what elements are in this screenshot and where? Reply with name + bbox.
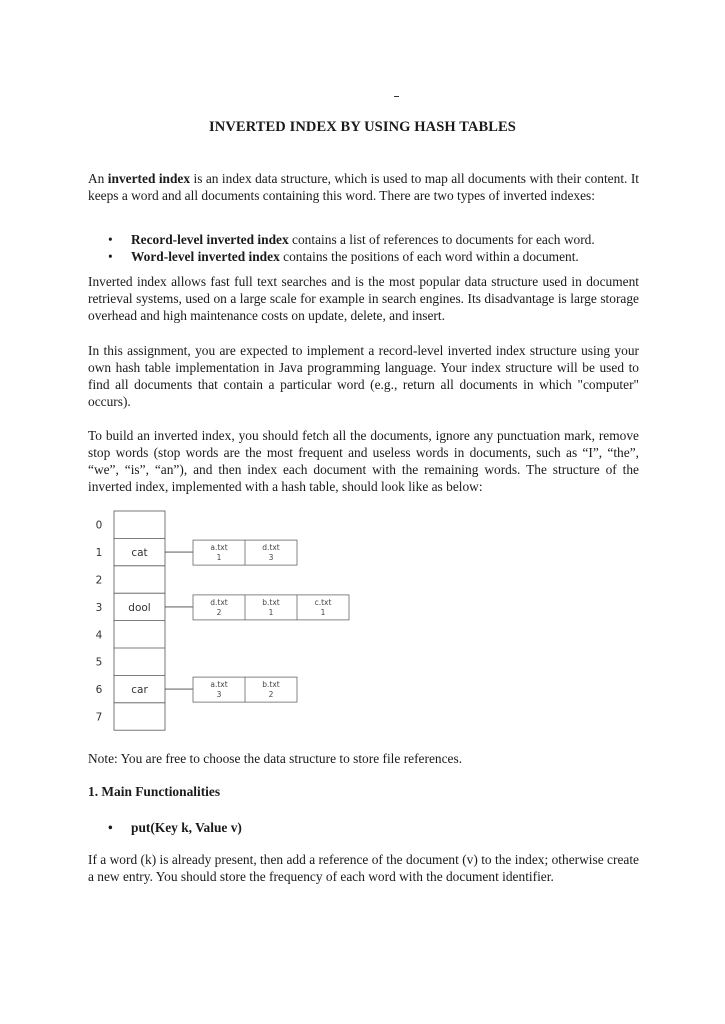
postings-box [193, 540, 297, 565]
posting-file: b.txt [262, 597, 280, 607]
entry-word: cat [131, 547, 148, 560]
entry-word: dool [128, 601, 151, 614]
list-item-desc: contains a list of references to documents for each word. [288, 232, 595, 247]
row-index-label: 6 [95, 684, 103, 697]
posting-file: a.txt [210, 680, 228, 690]
posting-file: b.txt [262, 680, 280, 690]
row-index-label: 0 [95, 519, 103, 532]
build-paragraph: To build an inverted index, you should fetch all the documents, ignore any punctuation mark, remove stop words (stop words are the most frequent and useless words in documents, such as “I”, “the”, “we”, “is”, “an”), and then index each document with the remaining words. The structure of the inverted index, implemented with a hash table, should look like as below: [88, 428, 639, 494]
intro-prefix: An [88, 171, 108, 186]
postings-box [193, 595, 349, 620]
header-dash [394, 96, 399, 97]
row-index-label: 1 [95, 547, 103, 560]
row-index-label: 2 [95, 574, 103, 587]
posting-count: 3 [216, 690, 222, 700]
list-item-term: Record-level inverted index [131, 232, 289, 247]
row-index-label: 4 [95, 629, 103, 642]
table-column [114, 511, 165, 730]
posting-file: c.txt [314, 597, 332, 607]
posting-count: 1 [320, 607, 326, 617]
posting-file: d.txt [210, 597, 228, 607]
put-paragraph: If a word (k) is already present, then add a reference of the document (v) to the index; otherwise create a new entry. You should store the frequency of each word with the document identifier. [88, 852, 639, 884]
posting-file: d.txt [262, 543, 280, 553]
posting-count: 1 [268, 607, 274, 617]
posting-file: a.txt [210, 543, 228, 553]
functions-list [108, 819, 648, 836]
entry-word: car [131, 684, 148, 697]
intro-term: inverted index [107, 171, 191, 186]
postings-box [193, 677, 297, 702]
list-item: • put(Key k, Value v) [108, 819, 648, 836]
list-item [108, 248, 648, 265]
list-item-term: Word-level inverted index [131, 249, 280, 264]
row-index-label: 3 [95, 601, 103, 614]
posting-count: 1 [216, 553, 222, 563]
section-heading: 1. Main Functionalities [88, 784, 221, 799]
index-types-list [108, 231, 648, 265]
row-index-label: 7 [95, 711, 103, 724]
diagram-layer [96, 511, 349, 730]
row-index-label: 5 [95, 656, 103, 669]
list-item-desc: contains the positions of each word within a document. [279, 249, 579, 264]
note-paragraph: Note: You are free to choose the data structure to store file references. [88, 751, 463, 766]
intro-rest: is an index data structure, which is used to map all documents with their content. It keeps a word and all documents containing this word. There are two types of inverted indexes: [88, 171, 639, 203]
posting-count: 2 [216, 607, 222, 617]
posting-count: 3 [268, 553, 274, 563]
page-title: INVERTED INDEX BY USING HASH TABLES [209, 119, 516, 135]
assignment-paragraph: In this assignment, you are expected to implement a record-level inverted index structure using your own hash table implementation in Java programming language. Your index structure will be used to find all documents that contain a particular word (e.g., return all documents in which "computer" occurs). [88, 343, 639, 409]
usage-paragraph: Inverted index allows fast full text searches and is the most popular data structure used in document retrieval systems, used on a large scale for example in search engines. Its disadvantage is large storage overhead and high maintenance costs on update, delete, and insert. [88, 274, 639, 323]
posting-count: 2 [268, 690, 274, 700]
list-item [108, 231, 648, 248]
intro-paragraph [88, 170, 639, 204]
